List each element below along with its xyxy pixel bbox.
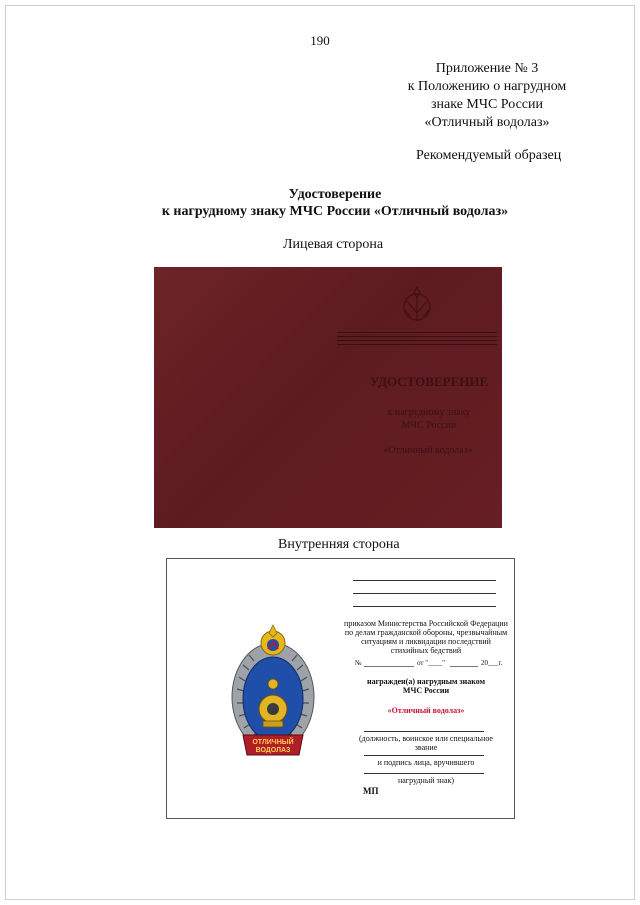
order-date-label: от "____" [417, 659, 445, 667]
diver-badge-icon [229, 617, 317, 762]
cover-title: УДОСТОВЕРЕНИЕ [369, 374, 489, 389]
certificate-inner-side [166, 558, 515, 819]
document-title [0, 186, 640, 220]
appendix-line: Приложение № 3 [435, 61, 539, 76]
badge-name: «Отличный водолаз» [387, 706, 465, 715]
inner-side-caption: Внутренняя сторона [278, 537, 400, 552]
blank-line [364, 731, 484, 732]
title-line: Удостоверение [288, 187, 382, 202]
blank-line [353, 606, 496, 607]
stamp-placeholder: МП [363, 786, 379, 796]
position-caption: звание [414, 743, 438, 752]
title-line: к нагрудному знаку МЧС России «Отличный водолаз» [161, 204, 509, 219]
order-text: стихийных бедствий [390, 646, 462, 655]
order-text: приказом Министерства Российской Федерации [344, 619, 508, 628]
recommended-sample-label: Рекомендуемый образец [416, 148, 562, 163]
cover-line: к нагрудному знаку [387, 407, 471, 418]
order-text: ситуациям и ликвидации последствий [361, 637, 491, 646]
blank-line [353, 593, 496, 594]
order-text: по делам гражданской обороны, чрезвычайным [344, 628, 508, 637]
signature-caption: и подпись лица, вручившего [377, 758, 475, 767]
front-side-caption: Лицевая сторона [283, 237, 384, 252]
awarded-text: МЧС России [402, 686, 450, 695]
position-caption: (должность, воинское или специальное [359, 734, 493, 743]
certificate-front-cover [154, 267, 502, 528]
ministry-name-lines [337, 329, 497, 348]
medal-text: ОТЛИЧНЫЙ [252, 739, 294, 746]
medal-text: ВОДОЛАЗ [255, 747, 291, 754]
awarded-text: награжден(а) нагрудным знаком [366, 677, 486, 686]
page-number: 190 [310, 33, 330, 48]
emchs-emblem-icon [398, 283, 436, 327]
signature-caption: нагрудный знак) [397, 776, 455, 785]
blank-line [364, 773, 484, 774]
cover-line: МЧС России [401, 420, 457, 431]
appendix-line: знаке МЧС России [431, 97, 543, 112]
blank-line [364, 666, 414, 667]
order-number-label: № [355, 659, 362, 667]
blank-line [450, 666, 478, 667]
blank-line [364, 755, 484, 756]
cover-line: «Отличный водолаз» [383, 445, 473, 456]
appendix-block [392, 60, 582, 132]
blank-line [353, 580, 496, 581]
appendix-line: «Отличный водолаз» [424, 115, 550, 130]
appendix-line: к Положению о нагрудном [407, 79, 567, 94]
order-year-label: 20___г. [481, 659, 503, 667]
